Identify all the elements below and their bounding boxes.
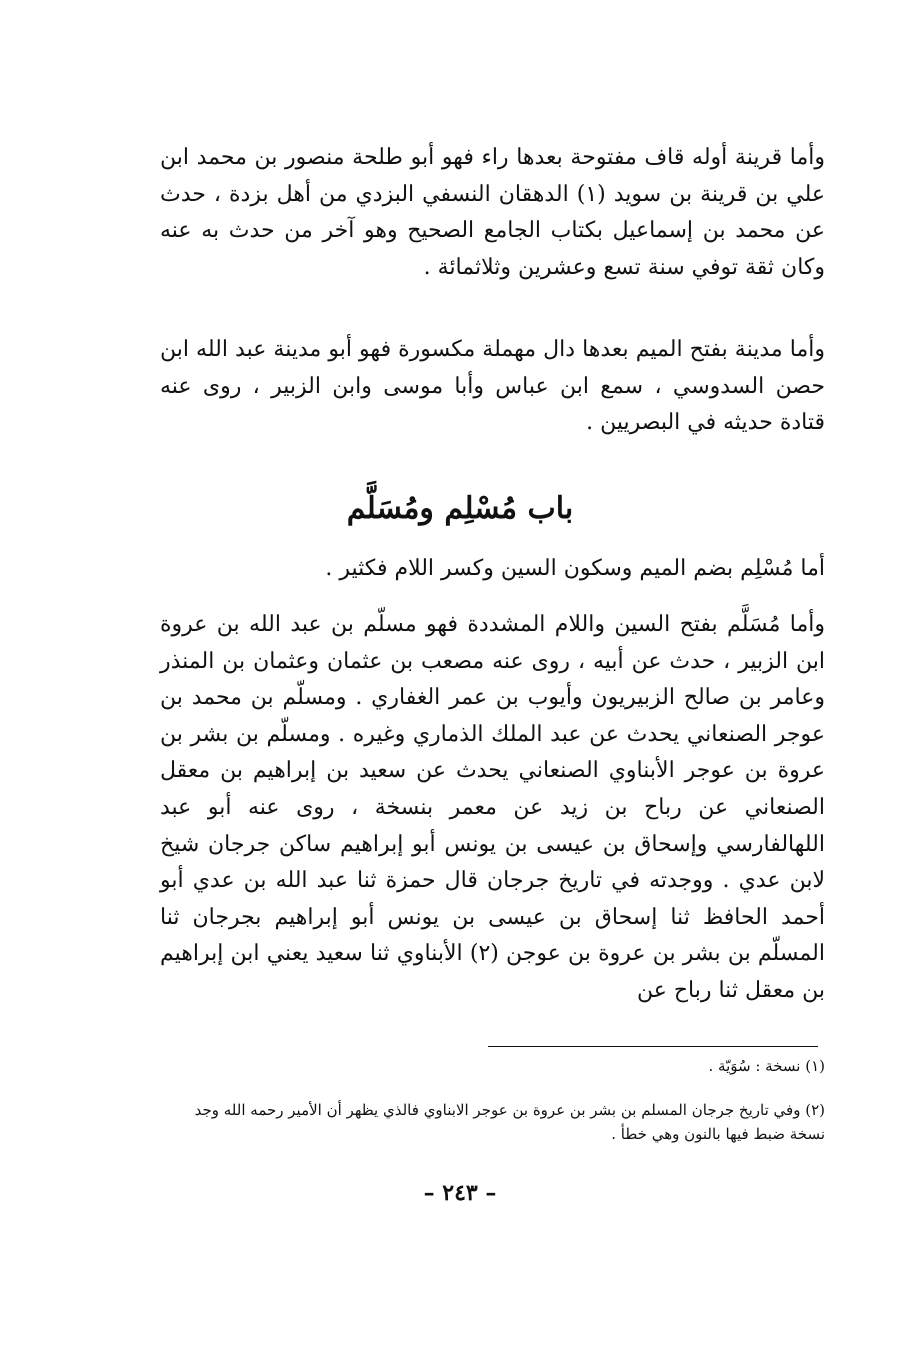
footnote-2: (٢) وفي تاريخ جرجان المسلم بن بشر بن عروة بن عوجر الابناوي فالذي يظهر أن الأمير رحمه الله وجد نسخة ضبط فيها بالنون وهي خطأ . — [194, 1101, 825, 1143]
paragraph-musallam: وأما مُسَلَّم بفتح السين واللام المشددة فهو مسلّم بن عبد الله بن عروة ابن الزبير ، حدث عن أبيه ، روى عنه مصعب بن عثمان وعثمان بن المنذر وعامر بن صالح الزبيريون وأيوب بن عمر الغفاري . ومسلّم بن محمد بن عوجر الصنعاني يحدث عن عبد الملك الذماري وغيره . ومسلّم بن بشر بن عروة بن عوجر الأبناوي الصنعاني يحدث عن سعيد بن إبراهيم بن معقل الصنعاني عن رباح بن زيد عن معمر بنسخة ، روى عنه أبو عبد اللهالفارسي وإسحاق بن عيسى بن يونس أبو إبراهيم ساكن جرجان شيخ لابن عدي . ووجدته في تاريخ جرجان قال حمزة ثنا عبد الله بن عدي أبو أحمد الحافظ ثنا إسحاق بن عيسى بن يونس أبو إبراهيم بجرجان ثنا المسلّم بن بشر بن عروة بن عوجن (٢) الأبناوي ثنا سعيد يعني ابن إبراهيم بن معقل ثنا رباح عن — [160, 612, 825, 1003]
paragraph-madina: وأما مدينة بفتح الميم بعدها دال مهملة مكسورة فهو أبو مدينة عبد الله ابن حصن السدوسي ، سمع ابن عباس وأبا موسى وابن الزبير ، روى عنه قتادة حديثه في البصريين . — [160, 337, 825, 435]
paragraph-qarina: وأما قرينة أوله قاف مفتوحة بعدها راء فهو أبو طلحة منصور بن محمد ابن علي بن قرينة بن سويد (١) الدهقان النسفي البزدي من أهل بزدة ، حدث عن محمد بن إسماعيل بكتاب الجامع الصحيح وهو آخر من حدث به عنه وكان ثقة توفي سنة تسع وعشرين وثلاثمائة . — [160, 145, 825, 280]
paragraph-muslim: أما مُسْلِم بضم الميم وسكون السين وكسر اللام فكثير . — [325, 556, 825, 581]
footnote-1: (١) نسخة : سُوَيّة . — [708, 1057, 825, 1075]
page-number: – ٢٤٣ – — [423, 1180, 497, 1206]
footnote-divider — [488, 1046, 818, 1047]
chapter-heading: باب مُسْلِم ومُسَلَّم — [346, 491, 574, 526]
